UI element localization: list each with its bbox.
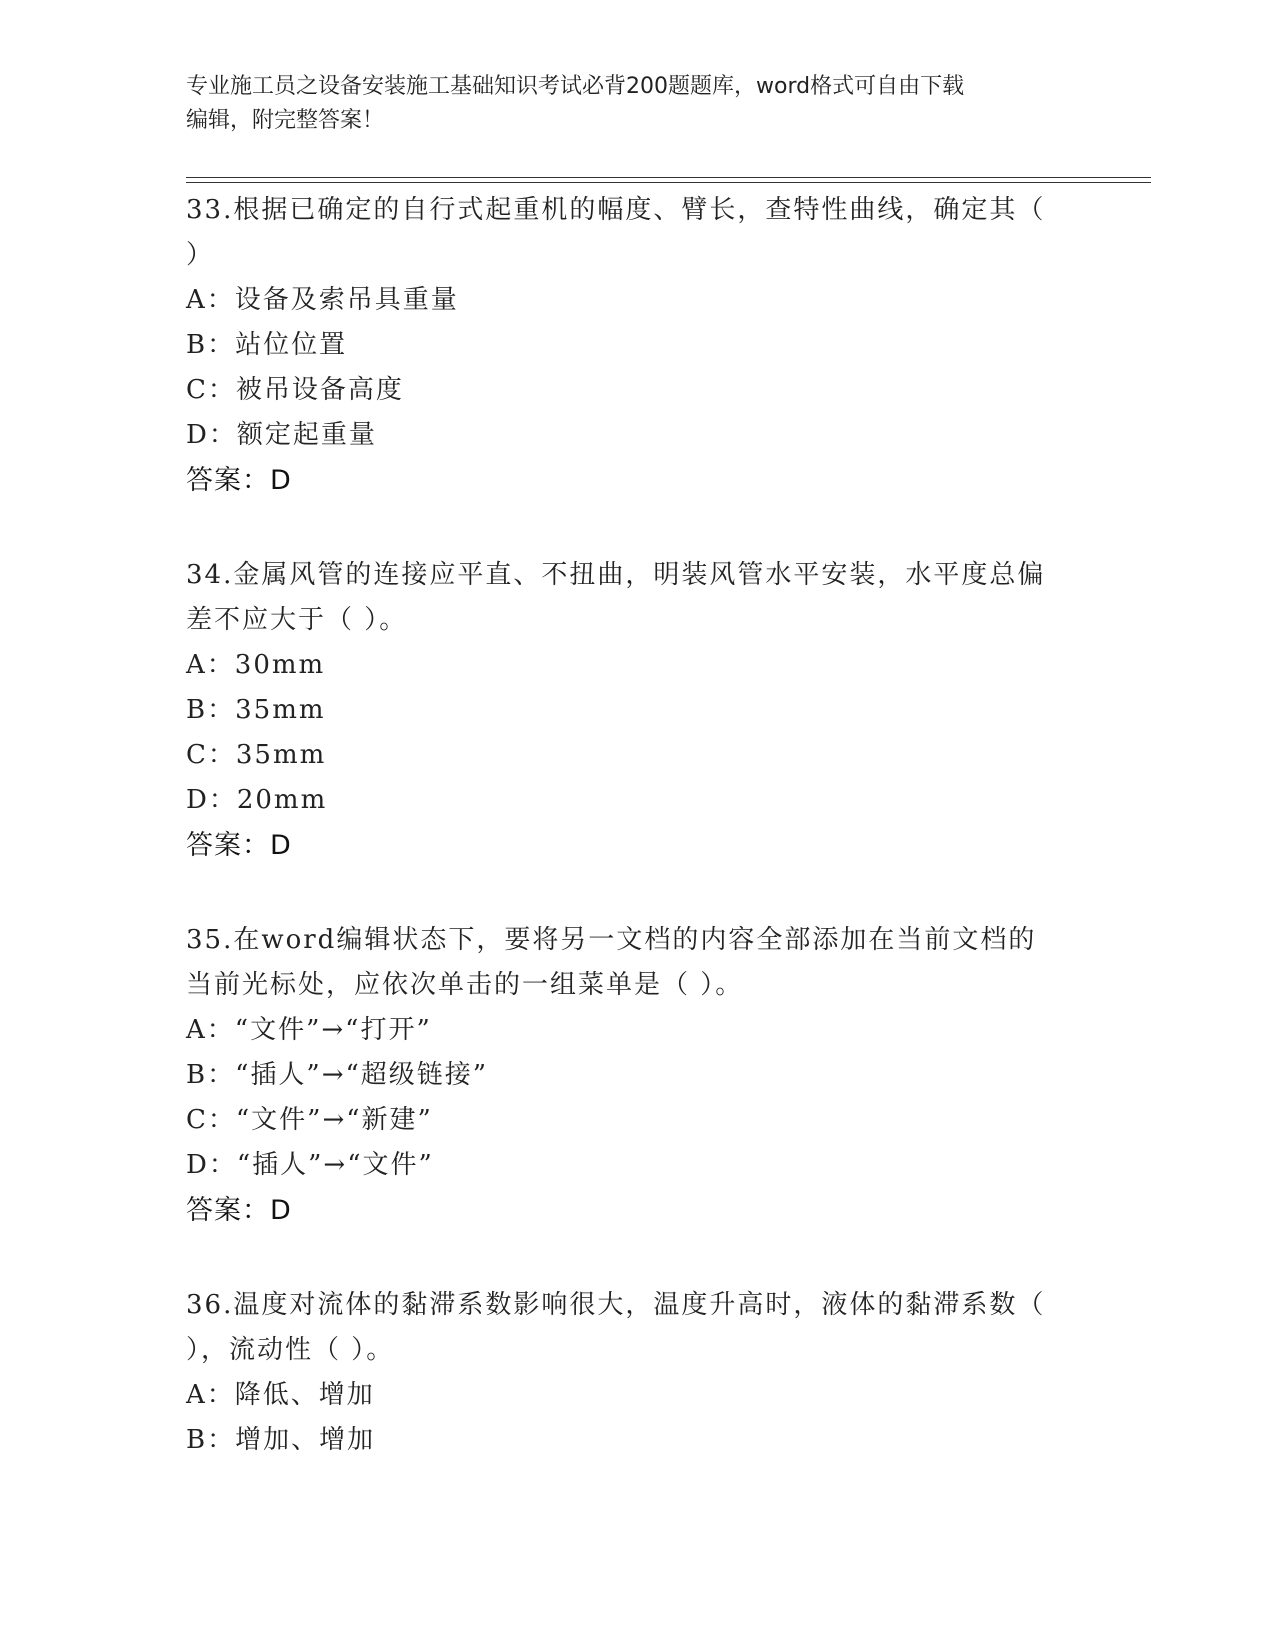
- option-b: B：站位位置: [186, 330, 348, 360]
- question-list: [186, 188, 1106, 1463]
- option-d: D：20mm: [186, 785, 328, 815]
- question-spacer: [186, 1233, 1106, 1283]
- option-a: A：30mm: [186, 650, 326, 680]
- question-text-line: ）: [186, 240, 215, 270]
- option-a: A：降低、增加: [186, 1380, 375, 1410]
- document-header: [186, 70, 1086, 138]
- option-b: B：“插人”→“超级链接”: [186, 1060, 489, 1090]
- question-text-line: 差不应大于（ ）。: [186, 605, 408, 635]
- question-text-line: ），流动性（ ）。: [186, 1335, 395, 1365]
- question-35: [186, 918, 1106, 1233]
- header-line-1: 专业施工员之设备安装施工基础知识考试必背200题题库，word格式可自由下载: [186, 74, 965, 99]
- question-text-line: 33.根据已确定的自行式起重机的幅度、臂长，查特性曲线，确定其（: [186, 195, 1046, 225]
- option-c: C：被吊设备高度: [186, 375, 404, 405]
- option-c: C：“文件”→“新建”: [186, 1105, 433, 1135]
- question-36: [186, 1283, 1106, 1463]
- question-spacer: [186, 503, 1106, 553]
- answer: 答案：D: [186, 1195, 292, 1226]
- question-text-line: 35.在word编辑状态下，要将另一文档的内容全部添加在当前文档的: [186, 925, 1037, 955]
- option-c: C：35mm: [186, 740, 327, 770]
- header-divider-bottom: [186, 182, 1151, 183]
- header-line-2: 编辑，附完整答案！: [186, 108, 385, 133]
- question-text-line: 36.温度对流体的黏滞系数影响很大，温度升高时，液体的黏滞系数（: [186, 1290, 1046, 1320]
- question-text-line: 当前光标处，应依次单击的一组菜单是（ ）。: [186, 970, 744, 1000]
- option-b: B：35mm: [186, 695, 326, 725]
- answer: 答案：D: [186, 465, 292, 496]
- question-text-line: 34.金属风管的连接应平直、不扭曲，明装风管水平安装，水平度总偏: [186, 560, 1046, 590]
- option-a: A：“文件”→“打开”: [186, 1015, 432, 1045]
- option-d: D：额定起重量: [186, 420, 377, 450]
- answer: 答案：D: [186, 830, 292, 861]
- question-34: [186, 553, 1106, 868]
- question-spacer: [186, 868, 1106, 918]
- option-b: B：增加、增加: [186, 1425, 376, 1455]
- question-33: [186, 188, 1106, 503]
- option-a: A：设备及索吊具重量: [186, 285, 459, 315]
- header-divider-top: [186, 177, 1151, 178]
- option-d: D：“插人”→“文件”: [186, 1150, 434, 1180]
